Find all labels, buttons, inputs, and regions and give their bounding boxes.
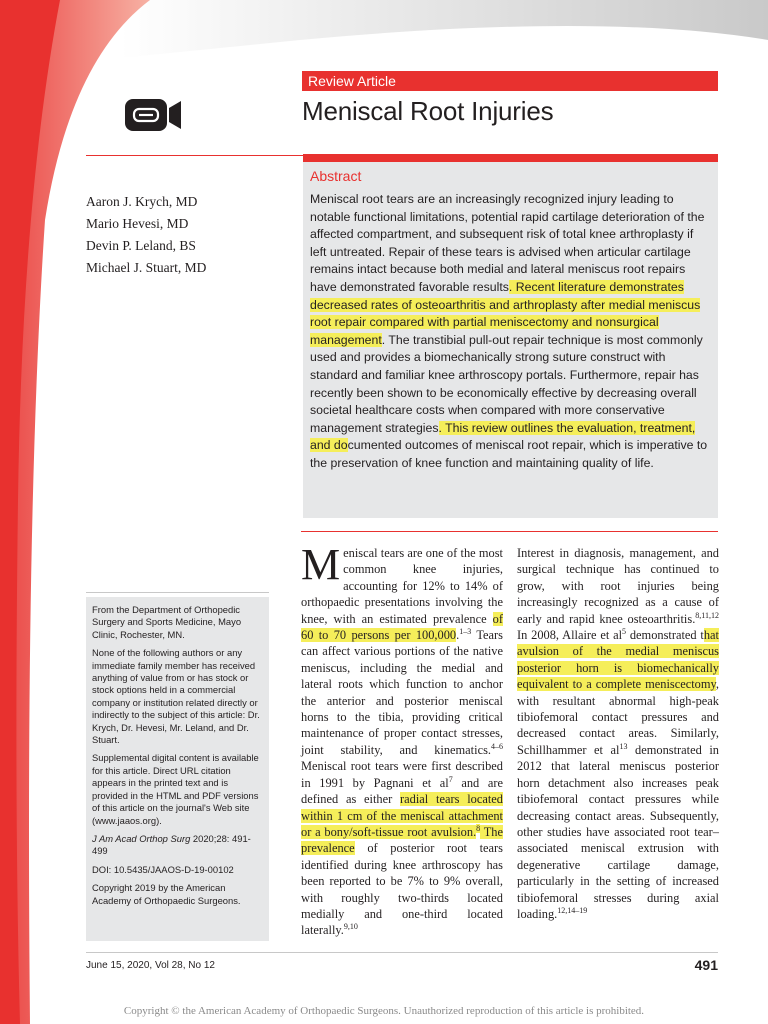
body-column-1: Meniscal tears are one of the most common knee injuries, accounting for 12% to 14% of orthopaedic presentations involving the knee, with an estimated prevalence of 60 to 70 persons per 100,000.$^{1-3}$ Tears can affect various portions of the native meniscus, including the medial and lateral roots which function to anchor the anterior and posterior meniscal horns to the tibia, providing critical maintenance of proper contact stresses, joint stability, and kinematics.$^{4-6}$ Meniscal root tears were first described in 1991 by Pagnani et $al^7$ and are defined as either radial tears located within 1 cm of the meniscal attachment or a bony/soft-tissue root avulsion.$^8$ The prevalence of posterior root tears identified during knee arthroscopy has been reported to be 7% to 9% overall, with roughly two-thirds located medially and one-third located laterally.$^{9,10}$ [301, 540, 503, 938]
highlight: radial tears located within 1 cm of the meniscal attachment or a bony/soft-tissue root avulsion. [301, 792, 503, 839]
abstract-text: Meniscal root tears are an increasingly recognized injury leading to notable functional limitations, potential rapid cartilage deterioration of the affected compartment, and subsequent risk of total knee arthroplasty if left untreated. Repair of these tears is advised when articular cartilage remains intact because both medial and lateral meniscus root repairs have demonstrated favorable results. Recent literature demonstrates decreased rates of osteoarthritis and arthroplasty after medial meniscus root repair compared with partial meniscectomy and nonsurgical management. The transtibial pull-out repair technique is most commonly used and provides a biomechanically strong suture construct with standard and familiar knee arthroscopy portals. Furthermore, repair has recently been shown to be economically effective by decreasing overall societal healthcare costs when compared with more conservative management strategies. This review outlines the evaluation, treatment, and documented outcomes of meniscal root repair, which is imperative to the preservation of knee function and maintaining quality of life. [310, 192, 708, 470]
copyright-footer: Copyright © the American Academy of Orthopaedic Surgeons. Unauthorized reproduction of this article is prohibited. [123, 1005, 645, 1017]
copyright-note: Copyright 2019 by the American Academy of Orthopaedic Surgeons. [92, 882, 241, 906]
article-title: Meniscal Root Injuries [302, 96, 554, 126]
affiliation-note: From the Department of Orthopedic Surgery and Sports Medicine, Mayo Clinic, Rochester, MN. [92, 604, 242, 640]
section-label: Review Article [302, 71, 718, 91]
notes-rule [86, 592, 269, 593]
body-column-2: Interest in diagnosis, management, and surgical technique has continued to grow, with root injuries being increasingly recognized as a cause of early and rapid knee osteoarthritis.$^{8,11,12}$ In 2008, Allaire et $al^5$ demonstrated that avulsion of the medial meniscus posterior horn is biomechanically equivalent to a complete meniscectomy, with resultant abnormal high-peak tibiofemoral contact pressures and decreased contact areas. Similarly, Schillhammer et $al^{13}$ demonstrated in 2012 that lateral meniscus posterior horn detachment also increases peak tibiofemoral contact pressures while decreasing contact areas. Subsequently, other studies have associated root tear–associated meniscal extrusion with degenerative cartilage damage, particularly in the setting of increased tibiofemoral stresses during axial loading.$^{12,14-19}$ [517, 546, 719, 921]
highlight: . This review outlines the evaluation, treatment, and do [310, 420, 696, 453]
footer-rule [86, 952, 718, 953]
header-rule [86, 155, 303, 156]
abstract-heading: Abstract [310, 168, 362, 184]
article-notes [86, 597, 269, 941]
issue-info: June 15, 2020, Vol 28, No 12 [86, 960, 215, 971]
author-name: Aaron J. Krych, MD [86, 194, 198, 209]
page-number: 491 [694, 957, 718, 973]
author-name: Mario Hevesi, MD [86, 216, 189, 231]
abstract-box [303, 162, 718, 518]
disclosure-note: None of the following authors or any immediate family member has received anything of value from or has stock or stock options held in a commercial company or institution related directly or indirectly to the subject of this article: Dr. Krych, Dr. Hevesi, Mr. Leland, and Dr. Stuart. [92, 647, 260, 746]
citation-note: J Am Acad Orthop Surg 2020;28: 491-499 [92, 832, 251, 857]
supplemental-note: Supplemental digital content is available for this article. Direct URL citation appears in the printed text and is provided in the HTML and PDF versions of this article on the journal's Web site (www.jaaos.org). [92, 752, 259, 826]
highlight: . Recent literature demonstrates decreased rates of osteoarthritis and arthroplasty after medial meniscus root repair compared with partial meniscectomy and nonsurgical management [310, 279, 701, 347]
highlight: hat avulsion of the medial meniscus posterior horn is biomechanically equivalent to a complete meniscectomy [517, 628, 719, 692]
top-gray-swoosh [120, 0, 768, 58]
video-camera-icon [124, 98, 182, 132]
highlight: of 60 to 70 persons per 100,000 [301, 611, 503, 643]
column-rule [301, 531, 718, 532]
author-list [86, 191, 206, 279]
author-name: Devin P. Leland, BS [86, 238, 196, 253]
abstract-top-bar [303, 154, 718, 162]
author-name: Michael J. Stuart, MD [86, 260, 207, 275]
drop-cap: M [301, 540, 341, 589]
highlight: The prevalence [301, 824, 503, 856]
doi-note: DOI: 10.5435/JAAOS-D-19-00102 [92, 863, 234, 875]
